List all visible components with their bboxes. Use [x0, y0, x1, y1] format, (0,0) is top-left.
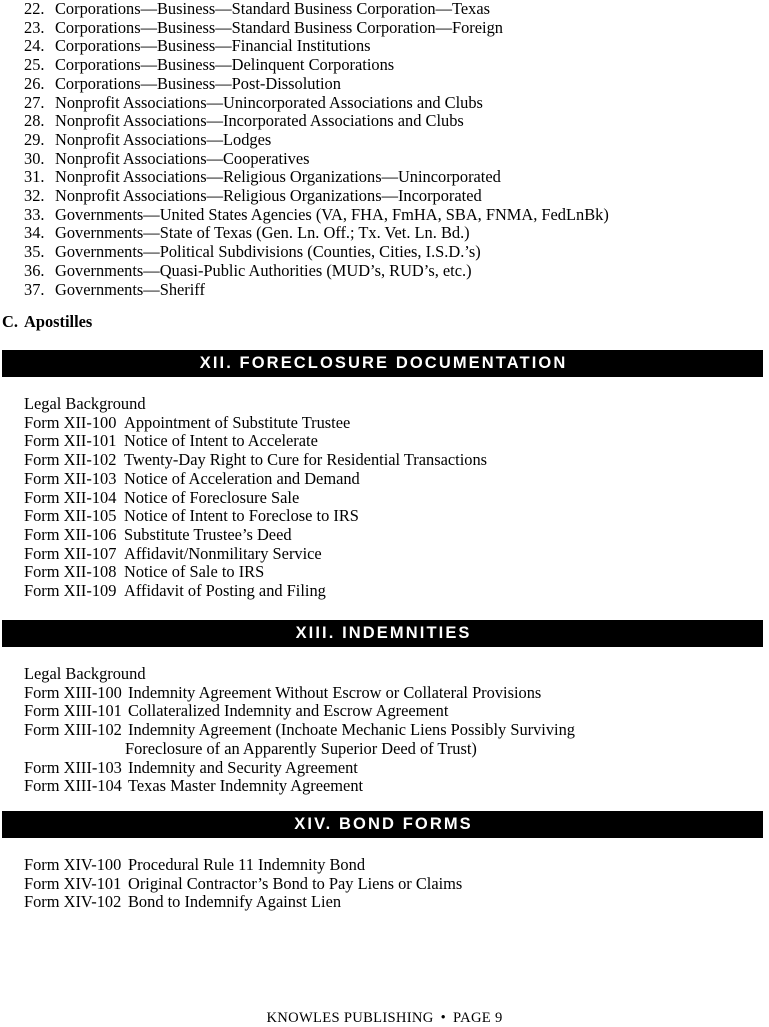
form-entry-title-continuation: Foreclosure of an Apparently Superior Deed of Trust)	[125, 738, 477, 758]
form-entry	[0, 470, 769, 489]
form-entry-title: Notice of Sale to IRS	[124, 562, 265, 582]
form-entry	[0, 777, 769, 796]
form-entry	[0, 582, 769, 601]
form-entry	[0, 489, 769, 508]
footer-separator-bullet-icon: •	[440, 1010, 447, 1026]
form-entry	[0, 414, 769, 433]
outline-item-number: 29.	[24, 129, 45, 149]
form-list-xiv	[0, 856, 769, 912]
form-entry-title: Indemnity Agreement (Inchoate Mechanic Liens Possibly Surviving	[128, 720, 576, 740]
footer-publisher: KNOWLES PUBLISHING	[266, 1010, 434, 1026]
form-entry	[0, 451, 769, 470]
outline-item-number: 33.	[24, 204, 45, 224]
form-entry-title: Notice of Acceleration and Demand	[124, 468, 360, 488]
outline-item-number: 35.	[24, 242, 45, 262]
outline-item-label: Corporations—Business—Standard Business Corporation—Foreign	[55, 17, 503, 37]
outline-item-label: Nonprofit Associations—Unincorporated Associations and Clubs	[55, 92, 483, 112]
outline-item-label: Nonprofit Associations—Lodges	[55, 129, 272, 149]
form-entry	[0, 893, 769, 912]
outline-item	[0, 131, 769, 150]
footer-page-number: PAGE 9	[453, 1010, 503, 1026]
outline-item-number: 24.	[24, 36, 45, 56]
form-entry-title: Appointment of Substitute Trustee	[124, 412, 351, 432]
section-banner-xiv-label: XIV. BOND FORMS	[294, 815, 473, 833]
outline-item-label: Corporations—Business—Delinquent Corporations	[55, 55, 395, 75]
section-banner-xii	[2, 350, 763, 377]
letter-heading-apostilles	[2, 312, 92, 331]
form-entry-id: Form XIV-100	[24, 855, 122, 874]
outline-item-label: Nonprofit Associations—Incorporated Associations and Clubs	[55, 111, 464, 131]
form-entry-id: Form XIII-104	[24, 776, 122, 796]
form-entry-id: Form XII-109	[24, 581, 117, 601]
form-entry	[0, 875, 769, 894]
outline-item	[0, 168, 769, 187]
form-entry	[0, 563, 769, 582]
form-entry-id: Form XII-103	[24, 468, 117, 488]
form-entry-id: Form XII-104	[24, 487, 117, 507]
form-entry-id: Form XIV-101	[24, 873, 122, 893]
outline-item-label: Governments—United States Agencies (VA, FHA, FmHA, SBA, FNMA, FedLnBk)	[55, 204, 609, 224]
letter-heading-title: Apostilles	[24, 312, 93, 331]
form-entry	[0, 526, 769, 545]
outline-item-number: 27.	[24, 92, 45, 112]
outline-item-number: 26.	[24, 73, 45, 93]
form-entry	[0, 432, 769, 451]
form-entry-id: Form XIII-102	[24, 720, 122, 740]
form-entry-title: Substitute Trustee’s Deed	[124, 524, 292, 544]
outline-item-number: 32.	[24, 186, 45, 206]
form-entry-id: Form XIII-103	[24, 757, 122, 777]
form-entry-id: Form XII-108	[24, 562, 117, 582]
outline-item-label: Corporations—Business—Financial Institutions	[55, 36, 371, 56]
section-banner-xiv	[2, 811, 763, 838]
outline-item-label: Corporations—Business—Standard Business Corporation—Texas	[55, 0, 490, 18]
outline-item-number: 25.	[24, 55, 45, 75]
outline-item	[0, 187, 769, 206]
outline-item	[0, 150, 769, 169]
outline-item	[0, 112, 769, 131]
form-entry-id: Form XII-101	[24, 431, 117, 451]
form-entry-title: Indemnity and Security Agreement	[128, 757, 358, 777]
form-entry-title: Notice of Intent to Accelerate	[124, 431, 318, 451]
form-list-xii	[0, 395, 769, 601]
outline-item	[0, 224, 769, 243]
form-entry-title: Collateralized Indemnity and Escrow Agreement	[128, 701, 449, 721]
form-entry-title: Procedural Rule 11 Indemnity Bond	[128, 855, 366, 874]
outline-item-number: 30.	[24, 148, 45, 168]
outline-item-label: Governments—Quasi-Public Authorities (MUD’s, RUD’s, etc.)	[55, 260, 472, 280]
form-entry-title: Bond to Indemnify Against Lien	[128, 892, 342, 912]
form-entry-title: Original Contractor’s Bond to Pay Liens or Claims	[128, 873, 463, 893]
form-list-xiii	[0, 665, 769, 796]
form-entry-title: Twenty-Day Right to Cure for Residential Transactions	[124, 450, 488, 470]
page-footer	[0, 1010, 769, 1027]
outline-item-label: Nonprofit Associations—Religious Organizations—Incorporated	[55, 186, 482, 206]
outline-item-label: Governments—Political Subdivisions (Counties, Cities, I.S.D.’s)	[55, 242, 481, 262]
outline-item-number: 28.	[24, 111, 45, 131]
form-entry-id: Form XII-107	[24, 543, 117, 563]
outline-item-label: Corporations—Business—Post-Dissolution	[55, 73, 341, 93]
outline-item-label: Nonprofit Associations—Religious Organizations—Unincorporated	[55, 167, 501, 187]
outline-item-number: 23.	[24, 17, 45, 37]
form-entry-id: Form XII-105	[24, 506, 117, 526]
outline-item	[0, 56, 769, 75]
form-entry-title: Affidavit of Posting and Filing	[124, 581, 326, 601]
form-entry	[0, 759, 769, 778]
form-entry-id: Form XIII-101	[24, 701, 122, 721]
form-entry	[0, 684, 769, 703]
form-entry-title: Indemnity Agreement Without Escrow or Collateral Provisions	[128, 682, 542, 702]
form-entry	[0, 507, 769, 526]
form-entry-id: Form XIV-102	[24, 892, 122, 912]
form-entry-id: Form XII-106	[24, 524, 117, 544]
outline-item	[0, 19, 769, 38]
outline-item	[0, 0, 769, 19]
outline-item-number: 36.	[24, 260, 45, 280]
form-entry	[0, 856, 769, 875]
outline-item	[0, 94, 769, 113]
outline-item-label: Governments—Sheriff	[55, 279, 205, 299]
form-entry	[0, 721, 769, 740]
form-entry-id: Form XII-100	[24, 412, 117, 432]
outline-item-number: 22.	[24, 0, 45, 18]
section-banner-xii-label: XII. FORECLOSURE DOCUMENTATION	[199, 354, 568, 372]
outline-item-number: 37.	[24, 279, 45, 299]
numbered-outline-list	[0, 0, 769, 299]
form-entry	[0, 545, 769, 564]
letter-heading-letter: C.	[2, 312, 18, 331]
form-entry-id: Form XII-102	[24, 450, 117, 470]
form-entry-id: Form XIII-100	[24, 682, 122, 702]
outline-item	[0, 206, 769, 225]
form-entry-title: Notice of Intent to Foreclose to IRS	[124, 506, 359, 526]
outline-item-number: 31.	[24, 167, 45, 187]
outline-item	[0, 262, 769, 281]
section-banner-xiii-label: XIII. INDEMNITIES	[295, 624, 472, 642]
form-entry	[0, 702, 769, 721]
outline-item	[0, 75, 769, 94]
outline-item	[0, 243, 769, 262]
form-entry-title: Notice of Foreclosure Sale	[124, 487, 300, 507]
outline-item	[0, 37, 769, 56]
legal-background-line: Legal Background	[24, 664, 146, 683]
outline-item	[0, 281, 769, 300]
outline-item-label: Governments—State of Texas (Gen. Ln. Off.; Tx. Vet. Ln. Bd.)	[55, 223, 470, 243]
legal-background-line: Legal Background	[24, 394, 146, 413]
outline-item-label: Nonprofit Associations—Cooperatives	[55, 148, 310, 168]
form-entry-title: Texas Master Indemnity Agreement	[128, 776, 364, 796]
section-banner-xiii	[2, 620, 763, 647]
outline-item-number: 34.	[24, 223, 45, 243]
form-entry-title: Affidavit/Nonmilitary Service	[124, 543, 322, 563]
